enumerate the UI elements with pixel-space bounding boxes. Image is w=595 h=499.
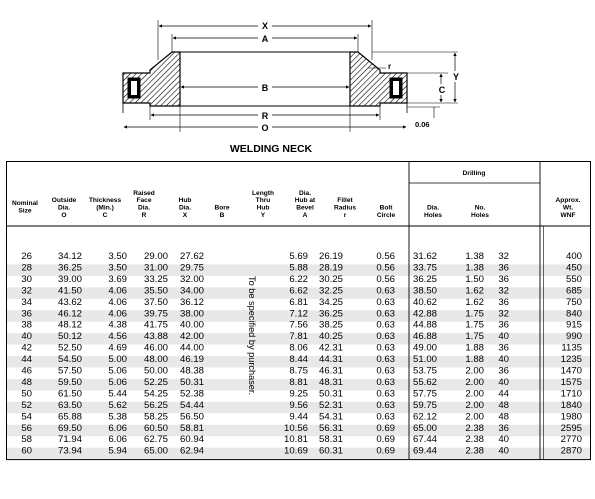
column-header-a: Hub at bbox=[294, 197, 316, 205]
table-cell: 46.31 bbox=[318, 365, 343, 377]
table-cell: 73.94 bbox=[57, 445, 82, 457]
table-cell: 450 bbox=[565, 262, 582, 274]
table-cell: 840 bbox=[565, 308, 582, 320]
table-cell: 0.63 bbox=[376, 331, 395, 343]
table-cell: 28.19 bbox=[318, 262, 343, 274]
table-cell: 8.75 bbox=[289, 365, 308, 377]
table-cell: 3.69 bbox=[108, 273, 127, 285]
table-cell: 7.56 bbox=[289, 319, 308, 331]
table-cell: 54.25 bbox=[143, 388, 168, 400]
table-cell: 42.31 bbox=[318, 342, 343, 354]
table-cell: 1.88 bbox=[465, 354, 484, 366]
table-cell: 36.25 bbox=[412, 273, 437, 285]
table-cell: 58.25 bbox=[143, 411, 168, 423]
column-header-x: Hub bbox=[178, 197, 192, 205]
column-header-a: Bevel bbox=[296, 204, 314, 212]
table-cell: 2.38 bbox=[465, 445, 484, 457]
table-cell: 44.31 bbox=[318, 354, 343, 366]
column-header-size: Size bbox=[18, 207, 32, 215]
table-cell: 35.50 bbox=[143, 285, 168, 297]
table-cell: 56.31 bbox=[318, 422, 343, 434]
table-cell: 54.31 bbox=[318, 411, 343, 423]
table-cell: 51.00 bbox=[412, 354, 437, 366]
table-cell: 48.31 bbox=[318, 376, 343, 388]
table-cell: 3.50 bbox=[108, 251, 127, 262]
table-cell: 6.81 bbox=[289, 296, 308, 308]
dim-label-c: C bbox=[438, 85, 446, 95]
table-cell: 8.81 bbox=[289, 376, 308, 388]
table-cell: 685 bbox=[565, 285, 582, 297]
table-cell: 38.50 bbox=[412, 285, 437, 297]
table-cell: 50.31 bbox=[179, 376, 204, 388]
table-cell: 0.63 bbox=[376, 296, 395, 308]
table-cell: 49.00 bbox=[412, 342, 437, 354]
table-cell: 0.63 bbox=[376, 399, 395, 411]
table-cell: 29.75 bbox=[179, 262, 204, 274]
table-cell: 34 bbox=[21, 296, 32, 308]
column-header-r: Raised bbox=[133, 189, 155, 197]
table-cell: 60.94 bbox=[179, 434, 204, 446]
column-header-o: Outside bbox=[51, 197, 77, 205]
table-cell: 10.81 bbox=[283, 434, 308, 446]
table-cell: 4.06 bbox=[108, 308, 127, 320]
table-cell: 55.62 bbox=[412, 376, 437, 388]
column-header-y: Thru bbox=[255, 197, 271, 205]
dim-label-b: B bbox=[261, 83, 269, 93]
column-header-b: Bore bbox=[214, 204, 230, 212]
column-header-o: Dia. bbox=[57, 204, 71, 212]
table-cell: 42.00 bbox=[179, 331, 204, 343]
table-cell: 1980 bbox=[560, 411, 582, 423]
table-cell: 44.00 bbox=[179, 342, 204, 354]
column-header-dh: Dia. bbox=[426, 204, 440, 212]
table-cell: 36.25 bbox=[57, 262, 82, 274]
table-cell: 36 bbox=[498, 342, 509, 354]
table-cell: 1.50 bbox=[465, 273, 484, 285]
table-cell: 50.31 bbox=[318, 388, 343, 400]
table-cell: 8.06 bbox=[289, 342, 308, 354]
table-cell: 0.63 bbox=[376, 285, 395, 297]
table-cell: 4.69 bbox=[108, 342, 127, 354]
table-cell: 1710 bbox=[560, 388, 582, 400]
table-cell: 60.31 bbox=[318, 445, 343, 457]
table-cell: 40 bbox=[498, 376, 509, 388]
table-cell: 990 bbox=[565, 331, 582, 343]
table-cell: 2.00 bbox=[465, 376, 484, 388]
table-cell: 2.00 bbox=[465, 388, 484, 400]
table-cell: 5.69 bbox=[289, 251, 308, 262]
column-header-c: (Min.) bbox=[96, 204, 114, 212]
dim-label-y: Y bbox=[452, 72, 460, 82]
table-cell: 36.25 bbox=[318, 308, 343, 320]
table-cell: 1.38 bbox=[465, 251, 484, 262]
table-cell: 36 bbox=[498, 422, 509, 434]
table-cell: 0.63 bbox=[376, 376, 395, 388]
table-cell: 4.06 bbox=[108, 285, 127, 297]
table-cell: 56.25 bbox=[143, 399, 168, 411]
table-cell: 0.56 bbox=[376, 251, 395, 262]
table-cell: 30.25 bbox=[318, 273, 343, 285]
table-cell: 40 bbox=[498, 434, 509, 446]
table-cell: 48.38 bbox=[179, 365, 204, 377]
table-cell: 40 bbox=[498, 331, 509, 343]
table-cell: 48 bbox=[21, 376, 32, 388]
table-cell: 36.12 bbox=[179, 296, 204, 308]
dim-label-o: O bbox=[261, 123, 269, 133]
table-cell: 48.00 bbox=[143, 354, 168, 366]
table-cell: 54.44 bbox=[179, 399, 204, 411]
column-header-y: Length bbox=[252, 189, 274, 197]
table-cell: 1470 bbox=[560, 365, 582, 377]
table-cell: 62.94 bbox=[179, 445, 204, 457]
table-cell: 2.00 bbox=[465, 411, 484, 423]
table-cell: 27.62 bbox=[179, 251, 204, 262]
table-cell: 57.75 bbox=[412, 388, 437, 400]
table-cell: 32.00 bbox=[179, 273, 204, 285]
table-cell: 46.00 bbox=[143, 342, 168, 354]
table-cell: 38.25 bbox=[318, 319, 343, 331]
table-cell: 48 bbox=[498, 411, 509, 423]
column-header-o: O bbox=[61, 212, 67, 219]
table-cell: 5.94 bbox=[108, 445, 127, 457]
table-cell: 52.31 bbox=[318, 399, 343, 411]
table-cell: 40 bbox=[21, 331, 32, 343]
table-cell: 32 bbox=[21, 285, 32, 297]
column-header-wt: WNF bbox=[560, 212, 576, 219]
table-cell: 0.63 bbox=[376, 319, 395, 331]
table-cell: 40 bbox=[498, 354, 509, 366]
table-cell: 6.06 bbox=[108, 422, 127, 434]
table-cell: 400 bbox=[565, 251, 582, 262]
bore-note: To be specified by purchaser. bbox=[247, 276, 257, 395]
table-cell: 31.62 bbox=[412, 251, 437, 262]
table-cell: 0.63 bbox=[376, 354, 395, 366]
table-cell: 54 bbox=[21, 411, 32, 423]
table-cell: 34.25 bbox=[318, 296, 343, 308]
column-header-x: X bbox=[182, 212, 188, 219]
table-cell: 5.62 bbox=[108, 399, 127, 411]
dim-label-a: A bbox=[261, 34, 269, 44]
table-cell: 0.69 bbox=[376, 434, 395, 446]
column-header-nh: Holes bbox=[471, 212, 489, 219]
table-cell: 40 bbox=[498, 445, 509, 457]
table-cell: 2870 bbox=[560, 445, 582, 457]
table-cell: 52.38 bbox=[179, 388, 204, 400]
table-cell: 0.56 bbox=[376, 273, 395, 285]
column-header-fr: Radius bbox=[334, 204, 356, 212]
column-header-fr: r bbox=[343, 212, 347, 219]
column-header-c: Thickness bbox=[88, 197, 122, 205]
table-cell: 50 bbox=[21, 388, 32, 400]
column-header-bc: Circle bbox=[376, 212, 396, 219]
table-cell: 52.25 bbox=[143, 376, 168, 388]
table-cell: 62.12 bbox=[412, 411, 437, 423]
table-cell: 52.50 bbox=[57, 342, 82, 354]
table-cell: 6.62 bbox=[289, 285, 308, 297]
table-cell: 46.12 bbox=[57, 308, 82, 320]
column-header-y: Y bbox=[260, 212, 266, 219]
table-cell: 33.75 bbox=[412, 262, 437, 274]
table-cell: 44 bbox=[21, 354, 32, 366]
table-cell: 65.00 bbox=[143, 445, 168, 457]
table-cell: 34.00 bbox=[179, 285, 204, 297]
table-cell: 0.63 bbox=[376, 411, 395, 423]
table-cell: 37.50 bbox=[143, 296, 168, 308]
table-cell: 65.88 bbox=[57, 411, 82, 423]
table-cell: 1840 bbox=[560, 399, 582, 411]
table-cell: 29.00 bbox=[143, 251, 168, 262]
table-cell: 40.00 bbox=[179, 319, 204, 331]
table-cell: 2.38 bbox=[465, 434, 484, 446]
column-header-a: Dia. bbox=[298, 189, 312, 197]
table-cell: 6.22 bbox=[289, 273, 308, 285]
table-cell: 57.50 bbox=[57, 365, 82, 377]
column-header-b: B bbox=[219, 212, 225, 219]
table-cell: 1235 bbox=[560, 354, 582, 366]
table-cell: 2.00 bbox=[465, 365, 484, 377]
table-cell: 5.00 bbox=[108, 354, 127, 366]
table-cell: 2595 bbox=[560, 422, 582, 434]
table-cell: 36 bbox=[498, 273, 509, 285]
column-header-wt: Wt. bbox=[562, 204, 574, 212]
dim-label-fillet: r bbox=[388, 62, 392, 71]
table-cell: 54.50 bbox=[57, 354, 82, 366]
flange-dimensions-table bbox=[6, 161, 591, 461]
table-cell: 32 bbox=[498, 251, 509, 262]
column-header-r: R bbox=[141, 212, 147, 219]
table-cell: 60.50 bbox=[143, 422, 168, 434]
table-cell: 59.75 bbox=[412, 399, 437, 411]
table-cell: 5.06 bbox=[108, 365, 127, 377]
table-cell: 2770 bbox=[560, 434, 582, 446]
table-cell: 6.06 bbox=[108, 434, 127, 446]
table-cell: 40.25 bbox=[318, 331, 343, 343]
column-header-nh: No. bbox=[474, 204, 486, 212]
table-cell: 50.00 bbox=[143, 365, 168, 377]
drilling-header: Drilling bbox=[462, 170, 486, 177]
table-cell: 10.69 bbox=[283, 445, 308, 457]
table-cell: 32.25 bbox=[318, 285, 343, 297]
table-cell: 4.56 bbox=[108, 331, 127, 343]
table-cell: 32 bbox=[498, 308, 509, 320]
table-cell: 550 bbox=[565, 273, 582, 285]
table-cell: 1.62 bbox=[465, 285, 484, 297]
table-cell: 41.50 bbox=[57, 285, 82, 297]
drawing-title: WELDING NECK bbox=[229, 143, 313, 155]
table-cell: 42.88 bbox=[412, 308, 437, 320]
table-cell: 0.63 bbox=[376, 342, 395, 354]
table-cell: 48 bbox=[498, 399, 509, 411]
table-cell: 5.88 bbox=[289, 262, 308, 274]
table-cell: 0.63 bbox=[376, 388, 395, 400]
table-cell: 5.06 bbox=[108, 376, 127, 388]
table-cell: 1575 bbox=[560, 376, 582, 388]
table-cell: 34.12 bbox=[57, 251, 82, 262]
table-cell: 60 bbox=[21, 445, 32, 457]
table-cell: 36 bbox=[498, 365, 509, 377]
table-cell: 0.69 bbox=[376, 445, 395, 457]
table-cell: 48.12 bbox=[57, 319, 82, 331]
table-cell: 1.38 bbox=[465, 262, 484, 274]
table-cell: 36 bbox=[498, 296, 509, 308]
table-cell: 26 bbox=[21, 251, 32, 262]
table-cell: 59.50 bbox=[57, 376, 82, 388]
table-cell: 0.63 bbox=[376, 365, 395, 377]
table-cell: 1.75 bbox=[465, 331, 484, 343]
table-cell: 9.56 bbox=[289, 399, 308, 411]
table-cell: 9.44 bbox=[289, 411, 308, 423]
table-cell: 2.00 bbox=[465, 399, 484, 411]
table-cell: 67.44 bbox=[412, 434, 437, 446]
table-cell: 1.62 bbox=[465, 296, 484, 308]
table-cell: 58.81 bbox=[179, 422, 204, 434]
table-cell: 2.38 bbox=[465, 422, 484, 434]
table-cell: 36 bbox=[21, 308, 32, 320]
table-cell: 58 bbox=[21, 434, 32, 446]
table-cell: 43.88 bbox=[143, 331, 168, 343]
table-cell: 71.94 bbox=[57, 434, 82, 446]
table-cell: 46.88 bbox=[412, 331, 437, 343]
table-cell: 38.00 bbox=[179, 308, 204, 320]
table-cell: 9.25 bbox=[289, 388, 308, 400]
table-cell: 42 bbox=[21, 342, 32, 354]
table-cell: 0.56 bbox=[376, 262, 395, 274]
column-header-a: A bbox=[302, 212, 308, 219]
table-cell: 52 bbox=[21, 399, 32, 411]
table-cell: 0.69 bbox=[376, 422, 395, 434]
column-header-x: Dia. bbox=[178, 204, 192, 212]
table-cell: 46 bbox=[21, 365, 32, 377]
table-cell: 43.62 bbox=[57, 296, 82, 308]
table-cell: 56 bbox=[21, 422, 32, 434]
table-cell: 32 bbox=[498, 285, 509, 297]
table-cell: 30 bbox=[21, 273, 32, 285]
table-cell: 39.75 bbox=[143, 308, 168, 320]
column-header-y: Hub bbox=[256, 204, 270, 212]
welding-neck-flange-drawing bbox=[0, 0, 595, 160]
table-cell: 38 bbox=[21, 319, 32, 331]
table-cell: 41.75 bbox=[143, 319, 168, 331]
table-cell: 46.19 bbox=[179, 354, 204, 366]
table-cell: 62.75 bbox=[143, 434, 168, 446]
table-cell: 31.00 bbox=[143, 262, 168, 274]
table-cell: 65.00 bbox=[412, 422, 437, 434]
table-cell: 58.31 bbox=[318, 434, 343, 446]
table-cell: 40.62 bbox=[412, 296, 437, 308]
table-cell: 50.12 bbox=[57, 331, 82, 343]
column-header-size: Nominal bbox=[11, 200, 39, 207]
dim-label-r: R bbox=[261, 111, 269, 121]
table-cell: 3.50 bbox=[108, 262, 127, 274]
table-cell: 33.25 bbox=[143, 273, 168, 285]
table-cell: 44 bbox=[498, 388, 509, 400]
column-header-wt: Approx. bbox=[555, 197, 581, 205]
table-cell: 36 bbox=[498, 319, 509, 331]
column-header-dh: Holes bbox=[424, 212, 442, 219]
table-cell: 5.38 bbox=[108, 411, 127, 423]
dim-label-gap: 0.06 bbox=[415, 120, 430, 129]
table-cell: 1.88 bbox=[465, 342, 484, 354]
table-cell: 1.75 bbox=[465, 308, 484, 320]
table-cell: 69.50 bbox=[57, 422, 82, 434]
table-cell: 5.44 bbox=[108, 388, 127, 400]
table-cell: 4.06 bbox=[108, 296, 127, 308]
table-cell: 1.75 bbox=[465, 319, 484, 331]
column-header-r: Face bbox=[136, 197, 152, 205]
table-cell: 4.38 bbox=[108, 319, 127, 331]
table-cell: 0.63 bbox=[376, 308, 395, 320]
table-cell: 8.44 bbox=[289, 354, 308, 366]
table-cell: 63.50 bbox=[57, 399, 82, 411]
table-cell: 750 bbox=[565, 296, 582, 308]
table-cell: 10.56 bbox=[283, 422, 308, 434]
column-header-r: Dia. bbox=[137, 204, 151, 212]
table-cell: 26.19 bbox=[318, 251, 343, 262]
table-cell: 28 bbox=[21, 262, 32, 274]
table-cell: 7.81 bbox=[289, 331, 308, 343]
table-cell: 69.44 bbox=[412, 445, 437, 457]
table-cell: 56.50 bbox=[179, 411, 204, 423]
table-cell: 7.12 bbox=[289, 308, 308, 320]
dim-label-x: X bbox=[261, 21, 269, 31]
table-cell: 53.75 bbox=[412, 365, 437, 377]
table-cell: 1135 bbox=[561, 342, 582, 354]
column-header-fr: Fillet bbox=[337, 197, 353, 205]
column-header-c: C bbox=[102, 212, 108, 219]
table-cell: 915 bbox=[565, 319, 582, 331]
table-cell: 36 bbox=[498, 262, 509, 274]
table-cell: 44.88 bbox=[412, 319, 437, 331]
column-header-bc: Bolt bbox=[379, 204, 393, 212]
table-cell: 39.00 bbox=[57, 273, 82, 285]
table-cell: 61.50 bbox=[57, 388, 82, 400]
